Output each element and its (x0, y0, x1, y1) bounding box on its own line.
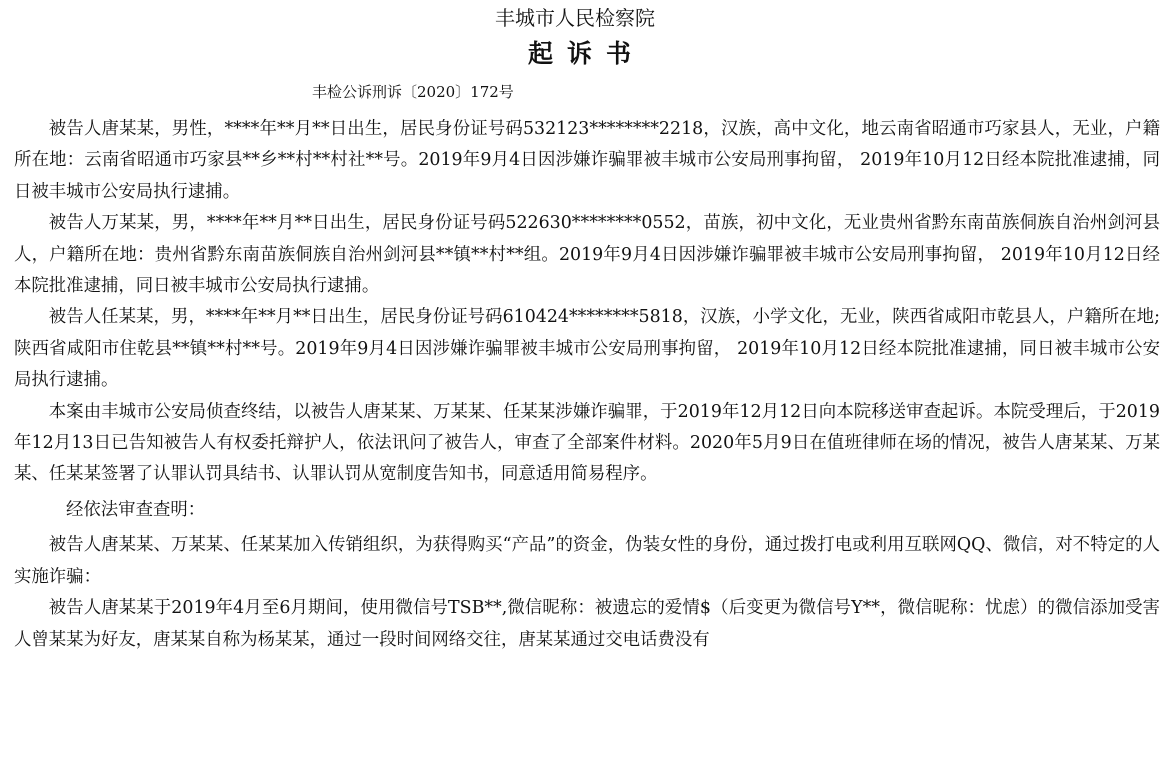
paragraph-findings-intro: 被告人唐某某、万某某、任某某加入传销组织，为获得购买“产品”的资金，伪装女性的身份，通过拨打电或利用互联网QQ、微信，对不特定的人实施诈骗： (14, 535, 1160, 587)
paragraph-defendant-2: 被告人万某某，男，****年**月**日出生，居民身份证号码522630********0552，苗族，初中文化，无业贵州省黔东南苗族侗族自治州剑河县人，户籍所在地：贵州省黔东南苗族侗族自治州剑河县**镇**村**组。2019年9月4日因涉嫌诈骗罪被丰城市公安局刑事拘留， 2019年10月12日经本院批准逮捕，同日被丰城市公安局执行逮捕。 (14, 213, 1160, 297)
issuing-organization: 丰城市人民检察院 (495, 6, 655, 30)
paragraph-finding-1: 被告人唐某某于2019年4月至6月期间，使用微信号TSB**,微信昵称：被遗忘的爱情$（后变更为微信号Y**，微信昵称：忧虑）的微信添加受害人曾某某为好友，唐某某自称为杨某某，通过一段时间网络交往，唐某某通过交电话费没有 (14, 598, 1160, 650)
document-number: 丰检公诉刑诉〔2020〕172号 (312, 83, 514, 101)
paragraph-defendant-1: 被告人唐某某，男性，****年**月**日出生，居民身份证号码532123********2218，汉族，高中文化，地云南省昭通市巧家县人，无业，户籍所在地：云南省昭通市巧家县**乡**村**村社**号。2019年9月4日因涉嫌诈骗罪被丰城市公安局刑事拘留， 2019年10月12日经本院批准逮捕，同日被丰城市公安局执行逮捕。 (14, 119, 1160, 202)
paragraph-defendant-3: 被告人任某某，男，****年**月**日出生，居民身份证号码610424********5818，汉族，小学文化，无业，陕西省咸阳市乾县人，户籍所在地;陕西省咸阳市住乾县**镇**村**号。2019年9月4日因涉嫌诈骗罪被丰城市公安局刑事拘留， 2019年10月12日经本院批准逮捕，同日被丰城市公安局执行逮捕。 (14, 307, 1160, 391)
document-title: 起诉书 (527, 39, 645, 68)
paragraph-procedure: 本案由丰城市公安局侦查终结，以被告人唐某某、万某某、任某某涉嫌诈骗罪，于2019年12月12日向本院移送审查起诉。本院受理后，于2019年12月13日已告知被告人有权委托辩护人，依法讯问了被告人，审查了全部案件材料。2020年5月9日在值班律师在场的情况，被告人唐某某、万某某、任某某签署了认罪认罚具结书、认罪认罚从宽制度告知书，同意适用简易程序。 (14, 401, 1160, 485)
findings-label: 经依法审查查明： (66, 499, 206, 520)
document-body (14, 114, 1160, 656)
